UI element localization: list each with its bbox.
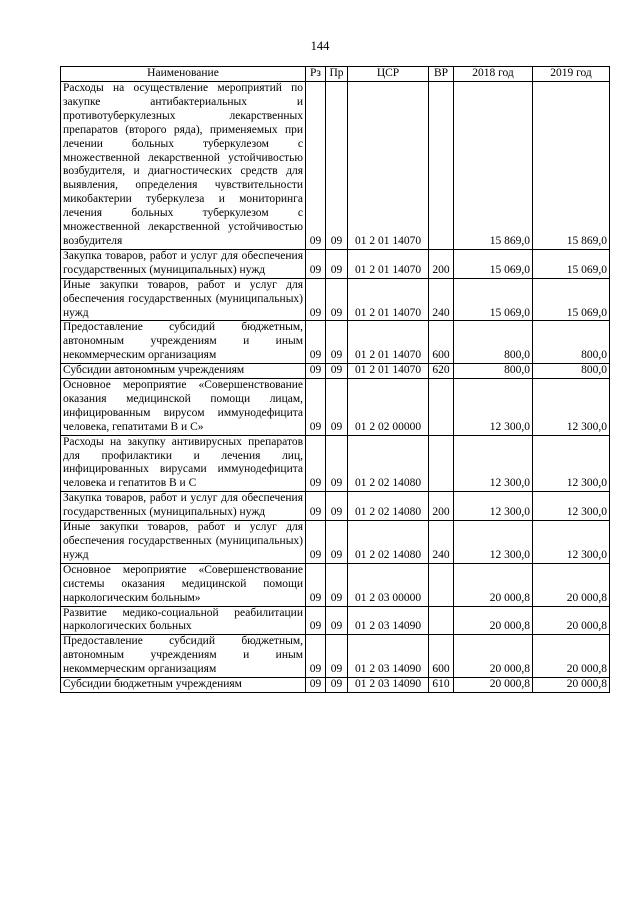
row-csr: 01 2 01 14070 (348, 278, 429, 321)
row-2018: 20 000,8 (454, 606, 533, 635)
row-2019: 15 069,0 (533, 249, 610, 278)
row-vr: 240 (429, 521, 454, 564)
row-pr: 09 (326, 379, 348, 436)
row-2019: 12 300,0 (533, 435, 610, 492)
table-row (61, 379, 610, 436)
row-csr: 01 2 01 14070 (348, 364, 429, 379)
row-rz: 09 (306, 521, 326, 564)
row-pr: 09 (326, 82, 348, 250)
row-csr: 01 2 03 14090 (348, 635, 429, 678)
table-body (61, 82, 610, 693)
row-vr: 600 (429, 635, 454, 678)
row-2019: 12 300,0 (533, 492, 610, 521)
row-name: Развитие медико-социальной реабилитации наркологических больных (61, 606, 306, 635)
row-vr (429, 606, 454, 635)
row-csr: 01 2 01 14070 (348, 249, 429, 278)
row-2018: 15 869,0 (454, 82, 533, 250)
row-2019: 20 000,8 (533, 635, 610, 678)
table-row (61, 606, 610, 635)
row-pr: 09 (326, 364, 348, 379)
row-vr: 240 (429, 278, 454, 321)
header-2018: 2018 год (454, 67, 533, 82)
row-pr: 09 (326, 278, 348, 321)
row-name: Расходы на осуществление мероприятий по закупке антибактериальных и противотуберкулезных лекарственных препаратов (второго ряда), применяемых при лечении больных туберкулезом с множественной лекарственной устойчивостью возбудителя, и диагностических средств для выявления, определения чувствительности микобактерии туберкулеза и мониторинга лечения больных туберкулезом с множественной лекарственной устойчивостью возбудителя (61, 82, 306, 250)
row-vr: 610 (429, 678, 454, 693)
row-2018: 20 000,8 (454, 563, 533, 606)
row-name: Субсидии автономным учреждениям (61, 364, 306, 379)
header-pr: Пр (326, 67, 348, 82)
row-csr: 01 2 01 14070 (348, 321, 429, 364)
row-name: Предоставление субсидий бюджетным, автономным учреждениям и иным некоммерческим организациям (61, 321, 306, 364)
row-name: Основное мероприятие «Совершенствование оказания медицинской помощи лицам, инфицированным вирусом иммунодефицита человека, гепатитами В и С» (61, 379, 306, 436)
header-name: Наименование (61, 67, 306, 82)
row-csr: 01 2 02 00000 (348, 379, 429, 436)
row-csr: 01 2 02 14080 (348, 492, 429, 521)
row-rz: 09 (306, 563, 326, 606)
row-pr: 09 (326, 321, 348, 364)
row-2019: 15 069,0 (533, 278, 610, 321)
row-vr (429, 563, 454, 606)
row-csr: 01 2 03 14090 (348, 606, 429, 635)
row-rz: 09 (306, 678, 326, 693)
row-2018: 12 300,0 (454, 521, 533, 564)
row-rz: 09 (306, 606, 326, 635)
row-2019: 20 000,8 (533, 606, 610, 635)
row-2019: 800,0 (533, 364, 610, 379)
row-rz: 09 (306, 492, 326, 521)
row-name: Закупка товаров, работ и услуг для обеспечения государственных (муниципальных) нужд (61, 492, 306, 521)
table-row (61, 364, 610, 379)
row-vr (429, 379, 454, 436)
row-pr: 09 (326, 635, 348, 678)
row-2018: 15 069,0 (454, 249, 533, 278)
row-2019: 12 300,0 (533, 379, 610, 436)
table-header (61, 67, 610, 82)
table-row (61, 492, 610, 521)
row-rz: 09 (306, 321, 326, 364)
table-row (61, 563, 610, 606)
row-vr (429, 435, 454, 492)
table-row (61, 249, 610, 278)
row-pr: 09 (326, 521, 348, 564)
row-pr: 09 (326, 249, 348, 278)
header-csr: ЦСР (348, 67, 429, 82)
header-rz: Рз (306, 67, 326, 82)
row-pr: 09 (326, 492, 348, 521)
row-2018: 800,0 (454, 321, 533, 364)
table-row (61, 82, 610, 250)
row-vr: 600 (429, 321, 454, 364)
header-2019: 2019 год (533, 67, 610, 82)
row-rz: 09 (306, 82, 326, 250)
row-rz: 09 (306, 364, 326, 379)
row-2019: 15 869,0 (533, 82, 610, 250)
row-rz: 09 (306, 278, 326, 321)
page-number: 144 (310, 39, 330, 53)
row-vr: 620 (429, 364, 454, 379)
row-2018: 12 300,0 (454, 379, 533, 436)
row-rz: 09 (306, 249, 326, 278)
row-2018: 20 000,8 (454, 678, 533, 693)
row-2019: 12 300,0 (533, 521, 610, 564)
row-pr: 09 (326, 435, 348, 492)
row-csr: 01 2 02 14080 (348, 435, 429, 492)
table-row (61, 321, 610, 364)
row-name: Основное мероприятие «Совершенствование системы оказания медицинской помощи наркологическим больным» (61, 563, 306, 606)
row-csr: 01 2 03 14090 (348, 678, 429, 693)
table-row (61, 635, 610, 678)
row-2018: 15 069,0 (454, 278, 533, 321)
row-2018: 20 000,8 (454, 635, 533, 678)
row-rz: 09 (306, 435, 326, 492)
row-csr: 01 2 01 14070 (348, 82, 429, 250)
table-row (61, 278, 610, 321)
row-csr: 01 2 03 00000 (348, 563, 429, 606)
row-csr: 01 2 02 14080 (348, 521, 429, 564)
row-pr: 09 (326, 678, 348, 693)
row-rz: 09 (306, 635, 326, 678)
row-pr: 09 (326, 606, 348, 635)
row-name: Иные закупки товаров, работ и услуг для обеспечения государственных (муниципальных) нужд (61, 278, 306, 321)
row-2018: 12 300,0 (454, 435, 533, 492)
table-row (61, 521, 610, 564)
row-name: Субсидии бюджетным учреждениям (61, 678, 306, 693)
header-row (61, 67, 610, 82)
row-vr: 200 (429, 249, 454, 278)
row-name: Предоставление субсидий бюджетным, автономным учреждениям и иным некоммерческим организациям (61, 635, 306, 678)
row-rz: 09 (306, 379, 326, 436)
row-2018: 12 300,0 (454, 492, 533, 521)
header-vr: ВР (429, 67, 454, 82)
row-name: Закупка товаров, работ и услуг для обеспечения государственных (муниципальных) нужд (61, 249, 306, 278)
row-2019: 800,0 (533, 321, 610, 364)
row-pr: 09 (326, 563, 348, 606)
row-name: Иные закупки товаров, работ и услуг для обеспечения государственных (муниципальных) нужд (61, 521, 306, 564)
row-name: Расходы на закупку антивирусных препаратов для профилактики и лечения лиц, инфицированных вирусами иммунодефицита человека и гепатитов В и С (61, 435, 306, 492)
budget-table (60, 66, 610, 693)
table-row (61, 435, 610, 492)
row-2019: 20 000,8 (533, 563, 610, 606)
row-2019: 20 000,8 (533, 678, 610, 693)
table-row (61, 678, 610, 693)
row-2018: 800,0 (454, 364, 533, 379)
row-vr: 200 (429, 492, 454, 521)
row-vr (429, 82, 454, 250)
